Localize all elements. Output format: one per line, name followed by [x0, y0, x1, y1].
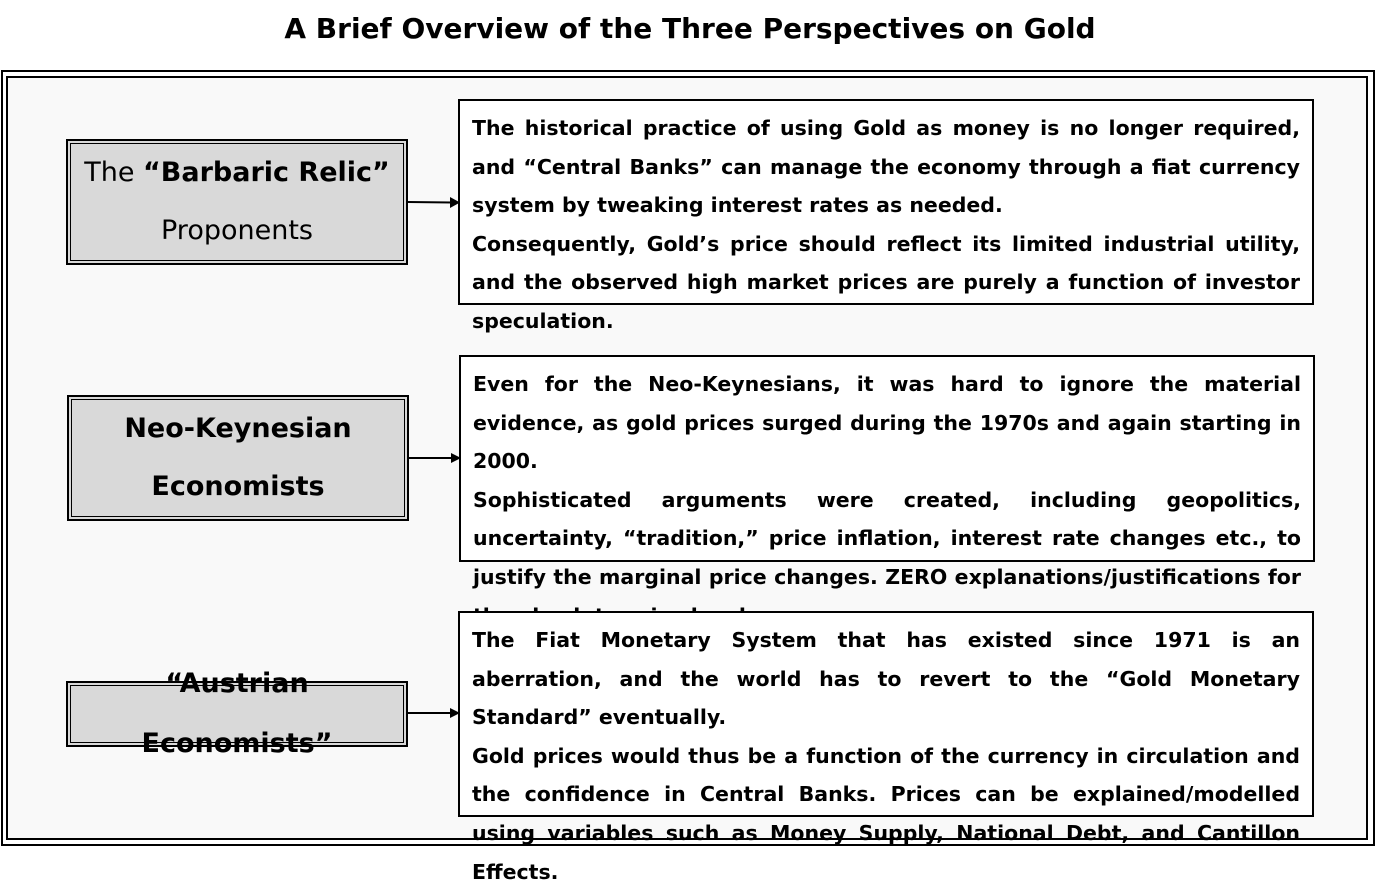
barbaric-relic-label-line2: Proponents [161, 215, 313, 246]
barbaric-relic-description [458, 99, 1314, 333]
arrow-1 [408, 194, 462, 210]
arrow-2 [409, 450, 463, 466]
neo-keynesian-paragraph-2: Sophisticated arguments were created, including geopolitics, uncertainty, “tradition,” price inflation, interest rate changes etc., to justify the marginal price changes. ZERO explanations/justifications for [473, 487, 1301, 589]
barbaric-relic-label-line1 [84, 144, 390, 202]
neo-keynesian-description [459, 355, 1315, 589]
barbaric-relic-paragraph-2: Consequently, Gold’s price should reflect its limited industrial utility, and the observed high market prices are purely a function of investor speculation. [472, 231, 1300, 333]
barbaric-relic-label-bold: “Barbaric Relic” [143, 157, 390, 188]
neo-keynesian-label-line2: Economists [151, 471, 325, 502]
diagram-title: A Brief Overview of the Three Perspectives on Gold [284, 12, 1096, 45]
barbaric-relic-label-box [66, 139, 408, 265]
neo-keynesian-label-line1: Neo-Keynesian [124, 413, 352, 444]
barbaric-relic-paragraph-1: The historical practice of using Gold as money is no longer required, and “Central Banks” can manage the economy through a fiat currency system by tweaking interest rates as needed. [472, 116, 1300, 218]
austrian-paragraph-2: Gold prices would thus be a function of the currency in circulation and the confidence in Central Banks. Prices can be explained/modelled using variables such as Money Supply, National Debt, and Cantillon Effects. [472, 743, 1300, 884]
austrian-label-line1: “Austrian Economists” [141, 668, 333, 759]
austrian-paragraph-1: The Fiat Monetary System that has existed since 1971 is an aberration, and the world has to revert to the “Gold Monetary Standard” eventually. [472, 628, 1300, 730]
arrow-3 [408, 705, 462, 721]
neo-keynesian-paragraph-1: Even for the Neo-Keynesians, it was hard to ignore the material evidence, as gold prices surged during the 1970s and again starting in 2000. [473, 372, 1301, 474]
neo-keynesian-label-box [67, 395, 409, 521]
barbaric-relic-label-prefix: The [84, 157, 144, 188]
austrian-description [458, 611, 1314, 884]
austrian-label-box [66, 668, 408, 759]
